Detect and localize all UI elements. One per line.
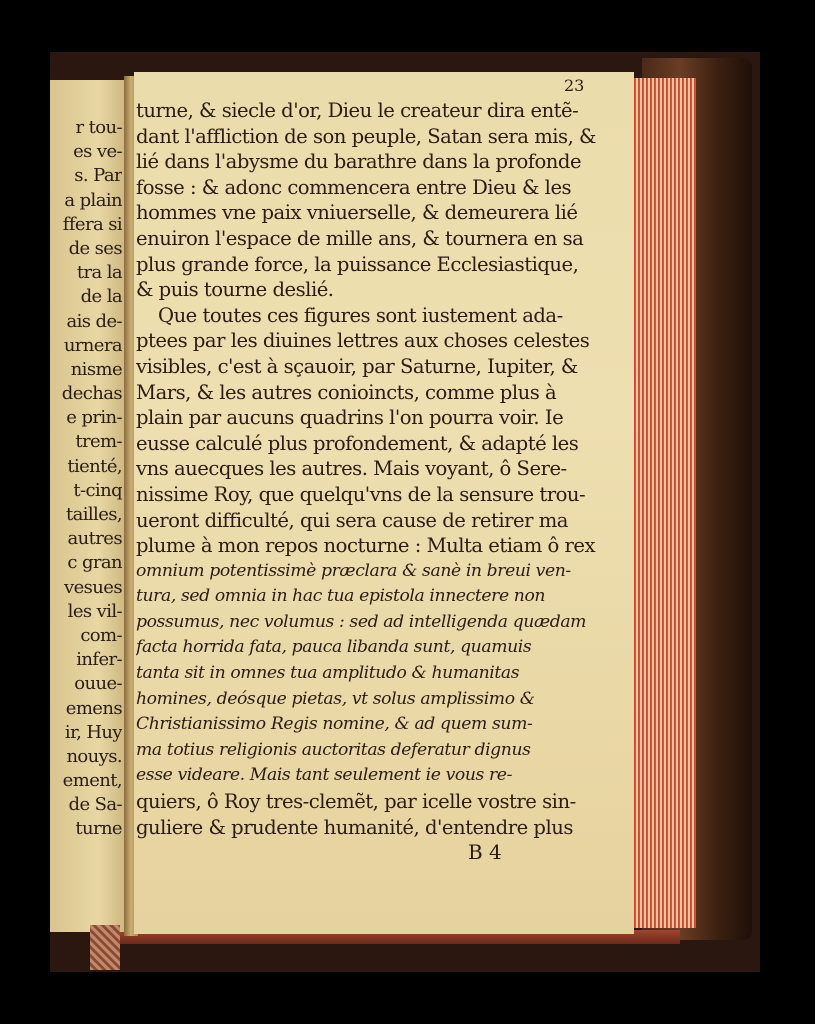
bookmark-ribbon — [90, 925, 120, 970]
text-line: Que toutes ces figures sont iustement ada- — [158, 303, 563, 327]
text-line: turne, & siecle d'or, Dieu le createur dira entẽ- — [136, 99, 579, 122]
text-fragment: tailles, — [65, 504, 122, 525]
text-fragment: a plain — [64, 189, 122, 211]
text-fragment: r tou- — [75, 117, 122, 138]
text-fragment: com- — [80, 624, 122, 646]
text-line: Mars, & les autres conioincts, comme plus à — [136, 380, 557, 404]
text-fragment: de Sa- — [68, 794, 122, 816]
text-line: guliere & prudente humanité, d'entendre plus — [136, 815, 573, 839]
left-page-text — [50, 116, 122, 842]
text-fragment: ement, — [62, 770, 122, 792]
text-line: nissime Roy, que quelqu'vns de la sensure trou- — [136, 482, 586, 506]
text-line: Christianissimo Regis nomine, & ad quem sum- — [136, 714, 533, 735]
text-line: plain par aucuns quadrins l'on pourra voir. Ie — [136, 406, 564, 430]
text-fragment: de la — [80, 286, 122, 308]
text-line: dant l'affliction de son peuple, Satan sera mis, & — [136, 124, 596, 148]
text-line: fosse : & adonc commencera entre Dieu & les — [136, 175, 572, 199]
text-line: facta horrida fata, pauca libanda sunt, quamuis — [136, 637, 532, 658]
text-line: ma totius religionis auctoritas deferatur dignus — [136, 739, 531, 760]
text-fragment: t-cinq — [73, 479, 122, 501]
text-fragment: infer- — [76, 649, 122, 671]
text-fragment: tienté, — [67, 455, 122, 477]
text-fragment: urnera — [63, 334, 122, 356]
text-fragment: nisme — [70, 358, 122, 380]
text-fragment: s. Par — [74, 165, 122, 187]
text-fragment: ffera si — [62, 213, 122, 235]
text-line: & puis tourne deslié. — [136, 278, 334, 302]
text-line: omnium potentissimè præclara & sanè in breui ven- — [136, 560, 571, 581]
text-fragment: ouue- — [74, 673, 122, 695]
text-line: hommes vne paix vniuerselle, & demeurera lié — [136, 201, 578, 225]
text-fragment: nouys. — [66, 745, 122, 767]
right-page-text — [136, 98, 614, 840]
text-fragment: c gran — [67, 552, 122, 574]
text-line: possumus, nec volumus : sed ad intelligenda quædam — [136, 611, 587, 632]
text-fragment: turne — [75, 818, 122, 840]
text-fragment: ais de- — [66, 310, 122, 332]
text-line: eusse calculé plus profondement, & adapté les — [136, 431, 579, 455]
text-fragment: autres — [67, 528, 122, 550]
text-line: plus grande force, la puissance Ecclesiastique, — [136, 252, 579, 276]
text-line: lié dans l'abysme du barathre dans la profonde — [136, 150, 582, 174]
text-fragment: emens — [65, 697, 122, 719]
text-fragment: de ses — [68, 237, 122, 259]
text-fragment: dechas — [61, 383, 122, 405]
text-fragment: ir, Huy — [64, 721, 122, 743]
text-fragment: e prin- — [66, 407, 122, 429]
text-line: tanta sit in omnes tua amplitudo & humanitas — [136, 663, 520, 684]
text-line: visibles, c'est à sçauoir, par Saturne, Iupiter, & — [136, 354, 578, 378]
text-line: homines, deósque pietas, vt solus amplissimo & — [136, 688, 535, 709]
text-fragment: tra la — [76, 262, 122, 284]
text-fragment: trem- — [75, 431, 122, 453]
text-line: plume à mon repos nocturne : Multa etiam ô rex — [136, 534, 596, 558]
text-line: tura, sed omnia in hac tua epistola innectere non — [136, 586, 546, 607]
text-line: ptees par les diuines lettres aux choses celestes — [136, 329, 590, 353]
signature-mark: B 4 — [468, 840, 502, 864]
page-number: 23 — [564, 76, 585, 95]
text-fragment: es ve- — [73, 141, 122, 163]
text-line: esse videare. Mais tant seulement ie vous re- — [136, 765, 512, 786]
text-line: quiers, ô Roy tres-clemẽt, par icelle vostre sin- — [136, 790, 576, 814]
text-line: enuiron l'espace de mille ans, & tournera en sa — [136, 226, 584, 250]
text-line: vns auecques les autres. Mais voyant, ô Sere- — [136, 457, 567, 481]
text-fragment: vesues — [64, 576, 122, 598]
text-fragment: les vil- — [67, 600, 122, 622]
text-line: ueront difficulté, qui sera cause de retirer ma — [136, 508, 568, 532]
